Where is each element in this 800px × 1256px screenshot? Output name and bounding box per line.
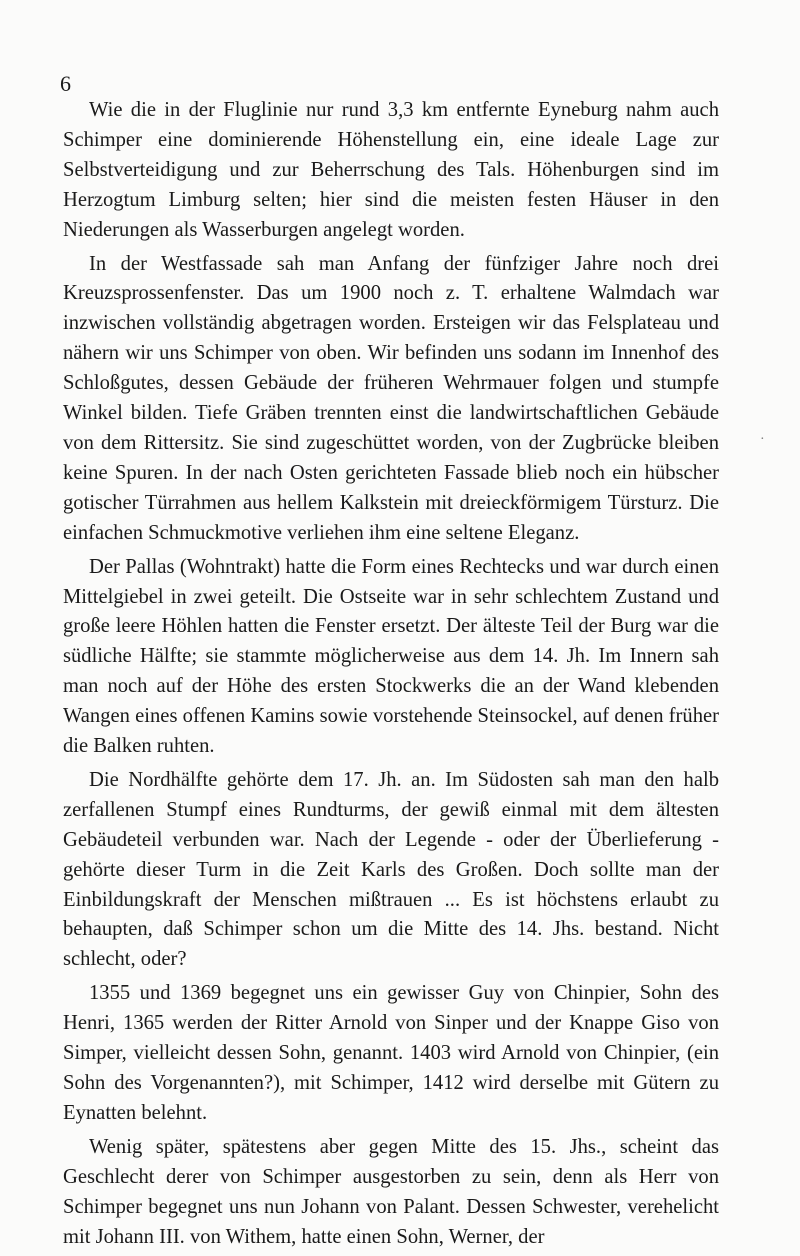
- paragraph-4: Die Nordhälfte gehörte dem 17. Jh. an. Im Südosten sah man den halb zerfallenen Stumpf eines Rundturms, der gewiß einmal mit dem ältesten Gebäudeteil verbunden war. Nach der Legende - oder der Überlieferung - gehörte dieser Turm in die Zeit Karls des Großen. Doch sollte man der Einbildungskraft der Menschen mißtrauen ... Es ist höchstens erlaubt zu behaupten, daß Schimper schon um die Mitte des 14. Jhs. bestand. Nicht schlecht, oder?: [63, 768, 719, 971]
- paragraph-6: Wenig später, spätestens aber gegen Mitte des 15. Jhs., scheint das Geschlecht derer von Schimper ausgestorben zu sein, denn als Herr von Schimper begegnet uns nun Johann von Palant. Dessen Schwester, verehelicht mit Johann III. von Withem, hatte einen Sohn, Werner, der: [63, 1135, 719, 1248]
- paragraph-2: In der Westfassade sah man Anfang der fünfziger Jahre noch drei Kreuzsprossenfenster. Das um 1900 noch z. T. erhaltene Walmdach war inzwischen vollständig abgetragen worden. Ersteigen wir das Felsplateau und nähern wir uns Schimper von oben. Wir befinden uns sodann im Innenhof des Schloßgutes, dessen Gebäude der früheren Wehrmauer folgen und stumpfe Winkel bilden. Tiefe Gräben trennten einst die landwirtschaftlichen Gebäude von dem Rittersitz. Sie sind zugeschüttet worden, von der Zugbrücke bleiben keine Spuren. In der nach Osten gerichteten Fassade blieb noch ein hübscher gotischer Türrahmen aus hellem Kalkstein mit dreieckförmigem Türsturz. Die einfachen Schmuckmotive verliehen ihm eine seltene Eleganz.: [63, 252, 719, 544]
- body-text: [63, 96, 719, 1252]
- page-number: 6: [60, 71, 71, 96]
- margin-dot: ·: [760, 432, 765, 447]
- paragraph-1: Wie die in der Fluglinie nur rund 3,3 km entfernte Eyneburg nahm auch Schimper eine dominierende Höhenstellung ein, eine ideale Lage zur Selbstverteidigung und zur Beherrschung des Tals. Höhenburgen sind im Herzogtum Limburg selten; hier sind die meisten festen Häuser in den Niederungen als Wasserburgen angelegt worden.: [63, 99, 719, 241]
- paragraph-5: 1355 und 1369 begegnet uns ein gewisser Guy von Chinpier, Sohn des Henri, 1365 werden der Ritter Arnold von Sinper und der Knappe Giso von Simper, vielleicht dessen Sohn, genannt. 1403 wird Arnold von Chinpier, (ein Sohn des Vorgenannten?), mit Schimper, 1412 wird derselbe mit Gütern zu Eynatten belehnt.: [63, 982, 719, 1124]
- paragraph-3: Der Pallas (Wohntrakt) hatte die Form eines Rechtecks und war durch einen Mittelgiebel in zwei geteilt. Die Ostseite war in sehr schlechtem Zustand und große leere Höhlen hatten die Fenster ersetzt. Der älteste Teil der Burg war die südliche Hälfte; sie stammte möglicherweise aus dem 14. Jh. Im Innern sah man noch auf der Höhe des ersten Stockwerks die an der Wand klebenden Wangen eines offenen Kamins sowie vorstehende Steinsockel, auf denen früher die Balken ruhten.: [63, 555, 719, 758]
